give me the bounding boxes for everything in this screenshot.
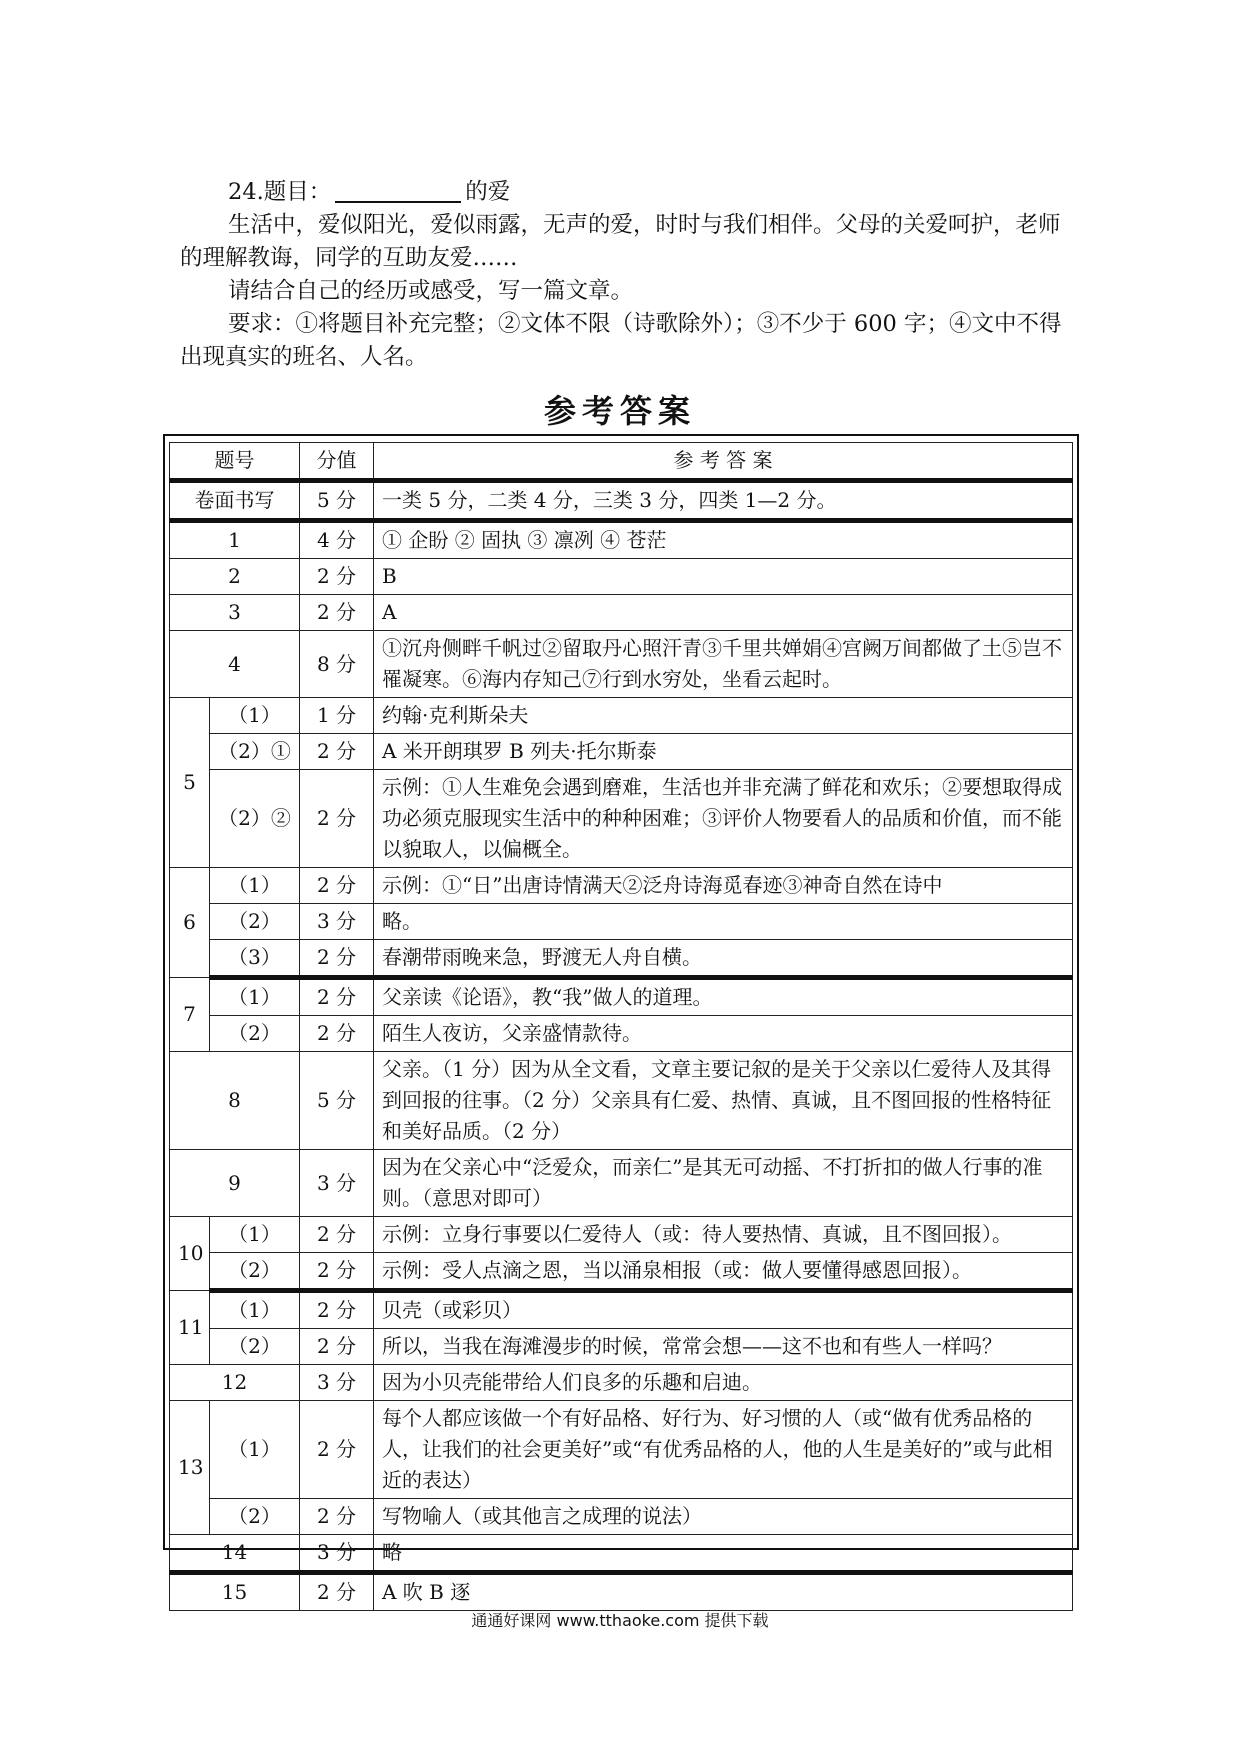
row-sub: （1）: [210, 978, 300, 1016]
header-number: 题号: [170, 443, 300, 481]
row-answer: 父亲读《论语》，教“我”做人的道理。: [374, 978, 1073, 1016]
table-row: [170, 481, 1073, 521]
table-row: [170, 1401, 1073, 1499]
row-label: 卷面书写: [170, 481, 300, 521]
row-number: 2: [170, 559, 300, 595]
row-answer: 父亲。（1 分）因为从全文看，文章主要记叙的是关于父亲以仁爱待人及其得到回报的往事。（2 分）父亲具有仁爱、热情、真诚，且不图回报的性格特征和美好品质。（2 分）: [374, 1052, 1073, 1150]
row-score: 3 分: [300, 904, 374, 940]
row-score: 2 分: [300, 595, 374, 631]
table-row: [170, 631, 1073, 698]
header-score: 分值: [300, 443, 374, 481]
row-answer: A: [374, 595, 1073, 631]
row-number: 10: [170, 1217, 210, 1291]
row-number: 3: [170, 595, 300, 631]
row-number: 14: [170, 1535, 300, 1573]
row-answer: 略。: [374, 904, 1073, 940]
row-number: 15: [170, 1573, 300, 1611]
row-answer: 春潮带雨晚来急，野渡无人舟自横。: [374, 940, 1073, 978]
row-sub: （1）: [210, 1291, 300, 1329]
row-score: 2 分: [300, 734, 374, 770]
row-answer: ①沉舟侧畔千帆过②留取丹心照汗青③千里共婵娟④宫阙万间都做了土⑤岂不罹凝寒。⑥海内存知己⑦行到水穷处，坐看云起时。: [374, 631, 1073, 698]
question-title-line: [180, 176, 1070, 209]
answer-title: 参考答案: [543, 392, 696, 430]
table-row: [170, 1329, 1073, 1365]
row-sub: （1）: [210, 698, 300, 734]
row-score: 2 分: [300, 1401, 374, 1499]
row-sub: （2）: [210, 1499, 300, 1535]
essay-question: [180, 176, 1070, 374]
row-score: 2 分: [300, 1573, 374, 1611]
row-answer: 因为在父亲心中“泛爱众，而亲仁”是其无可动摇、不打折扣的做人行事的准则。（意思对即可）: [374, 1150, 1073, 1217]
row-answer: 陌生人夜访，父亲盛情款待。: [374, 1016, 1073, 1052]
row-answer: 示例：①“日”出唐诗情满天②泛舟诗海觅春迹③神奇自然在诗中: [374, 868, 1073, 904]
table-row: [170, 1150, 1073, 1217]
row-number: 5: [170, 698, 210, 868]
row-sub: （1）: [210, 1217, 300, 1253]
row-answer: 因为小贝壳能带给人们良多的乐趣和启迪。: [374, 1365, 1073, 1401]
page-footer: 通通好课网 www.tthaoke.com 提供下载: [471, 1611, 769, 1630]
row-sub: （2）②: [210, 770, 300, 868]
row-answer: 约翰·克利斯朵夫: [374, 698, 1073, 734]
row-answer: 所以，当我在海滩漫步的时候，常常会想——这不也和有些人一样吗？: [374, 1329, 1073, 1365]
row-score: 2 分: [300, 868, 374, 904]
table-row: [170, 1573, 1073, 1611]
table-row: [170, 521, 1073, 559]
answer-table: [169, 442, 1073, 1611]
question-paragraph-1: 生活中，爱似阳光，爱似雨露，无声的爱，时时与我们相伴。父母的关爱呵护，老师的理解教诲，同学的互助友爱……: [180, 212, 1061, 271]
row-score: 2 分: [300, 1217, 374, 1253]
row-score: 2 分: [300, 770, 374, 868]
row-answer: 一类 5 分，二类 4 分，三类 3 分，四类 1—2 分。: [374, 481, 1073, 521]
row-answer: 示例：①人生难免会遇到磨难，生活也并非充满了鲜花和欢乐；②要想取得成功必须克服现实生活中的种种困难；③评价人物要看人的品质和价值，而不能以貌取人，以偏概全。: [374, 770, 1073, 868]
row-score: 2 分: [300, 1253, 374, 1291]
row-sub: （2）: [210, 904, 300, 940]
table-row: [170, 1217, 1073, 1253]
table-row: [170, 770, 1073, 868]
row-score: 8 分: [300, 631, 374, 698]
table-row: [170, 868, 1073, 904]
table-header-row: [170, 443, 1073, 481]
row-number: 8: [170, 1052, 300, 1150]
question-requirements: 要求：①将题目补充完整；②文体不限（诗歌除外）；③不少于 600 字；④文中不得出现真实的班名、人名。: [180, 311, 1062, 370]
question-suffix: 的爱: [465, 179, 511, 205]
row-number: 12: [170, 1365, 300, 1401]
row-answer: ① 企盼 ② 固执 ③ 凛冽 ④ 苍茫: [374, 521, 1073, 559]
row-score: 3 分: [300, 1150, 374, 1217]
table-row: [170, 734, 1073, 770]
table-row: [170, 978, 1073, 1016]
row-sub: （1）: [210, 1401, 300, 1499]
row-answer: 示例：立身行事要以仁爱待人（或：待人要热情、真诚，且不图回报）。: [374, 1217, 1073, 1253]
table-row: [170, 940, 1073, 978]
table-row: [170, 1499, 1073, 1535]
row-number: 4: [170, 631, 300, 698]
row-number: 7: [170, 978, 210, 1052]
table-row: [170, 1365, 1073, 1401]
row-number: 6: [170, 868, 210, 978]
row-score: 2 分: [300, 940, 374, 978]
row-answer: 贝壳（或彩贝）: [374, 1291, 1073, 1329]
table-row: [170, 559, 1073, 595]
row-score: 5 分: [300, 1052, 374, 1150]
row-sub: （2）①: [210, 734, 300, 770]
row-sub: （2）: [210, 1329, 300, 1365]
row-score: 2 分: [300, 978, 374, 1016]
table-row: [170, 904, 1073, 940]
row-score: 2 分: [300, 1291, 374, 1329]
row-answer: 略: [374, 1535, 1073, 1573]
row-score: 2 分: [300, 1016, 374, 1052]
row-sub: （3）: [210, 940, 300, 978]
question-paragraph-2: 请结合自己的经历或感受，写一篇文章。: [228, 278, 634, 304]
title-blank: [335, 177, 461, 203]
row-score: 2 分: [300, 559, 374, 595]
table-row: [170, 595, 1073, 631]
row-number: 11: [170, 1291, 210, 1365]
table-row: [170, 1016, 1073, 1052]
table-row: [170, 1253, 1073, 1291]
row-score: 1 分: [300, 698, 374, 734]
row-number: 1: [170, 521, 300, 559]
row-score: 4 分: [300, 521, 374, 559]
row-score: 3 分: [300, 1535, 374, 1573]
row-score: 5 分: [300, 481, 374, 521]
row-answer: B: [374, 559, 1073, 595]
row-answer: 示例：受人点滴之恩，当以涌泉相报（或：做人要懂得感恩回报）。: [374, 1253, 1073, 1291]
row-score: 3 分: [300, 1365, 374, 1401]
table-row: [170, 1052, 1073, 1150]
answer-table-wrap: [169, 442, 1073, 1611]
row-answer: 每个人都应该做一个有好品格、好行为、好习惯的人（或“做有优秀品格的人，让我们的社会更美好”或“有优秀品格的人，他的人生是美好的”或与此相近的表达）: [374, 1401, 1073, 1499]
row-score: 2 分: [300, 1329, 374, 1365]
table-row: [170, 698, 1073, 734]
question-prefix: 24.题目：: [228, 179, 332, 205]
row-sub: （2）: [210, 1253, 300, 1291]
row-number: 9: [170, 1150, 300, 1217]
table-row: [170, 1535, 1073, 1573]
row-sub: （1）: [210, 868, 300, 904]
row-score: 2 分: [300, 1499, 374, 1535]
row-answer: A 吹 B 逐: [374, 1573, 1073, 1611]
table-row: [170, 1291, 1073, 1329]
header-answer: 参 考 答 案: [374, 443, 1073, 481]
row-number: 13: [170, 1401, 210, 1535]
row-answer: A 米开朗琪罗 B 列夫·托尔斯泰: [374, 734, 1073, 770]
row-sub: （2）: [210, 1016, 300, 1052]
row-answer: 写物喻人（或其他言之成理的说法）: [374, 1499, 1073, 1535]
